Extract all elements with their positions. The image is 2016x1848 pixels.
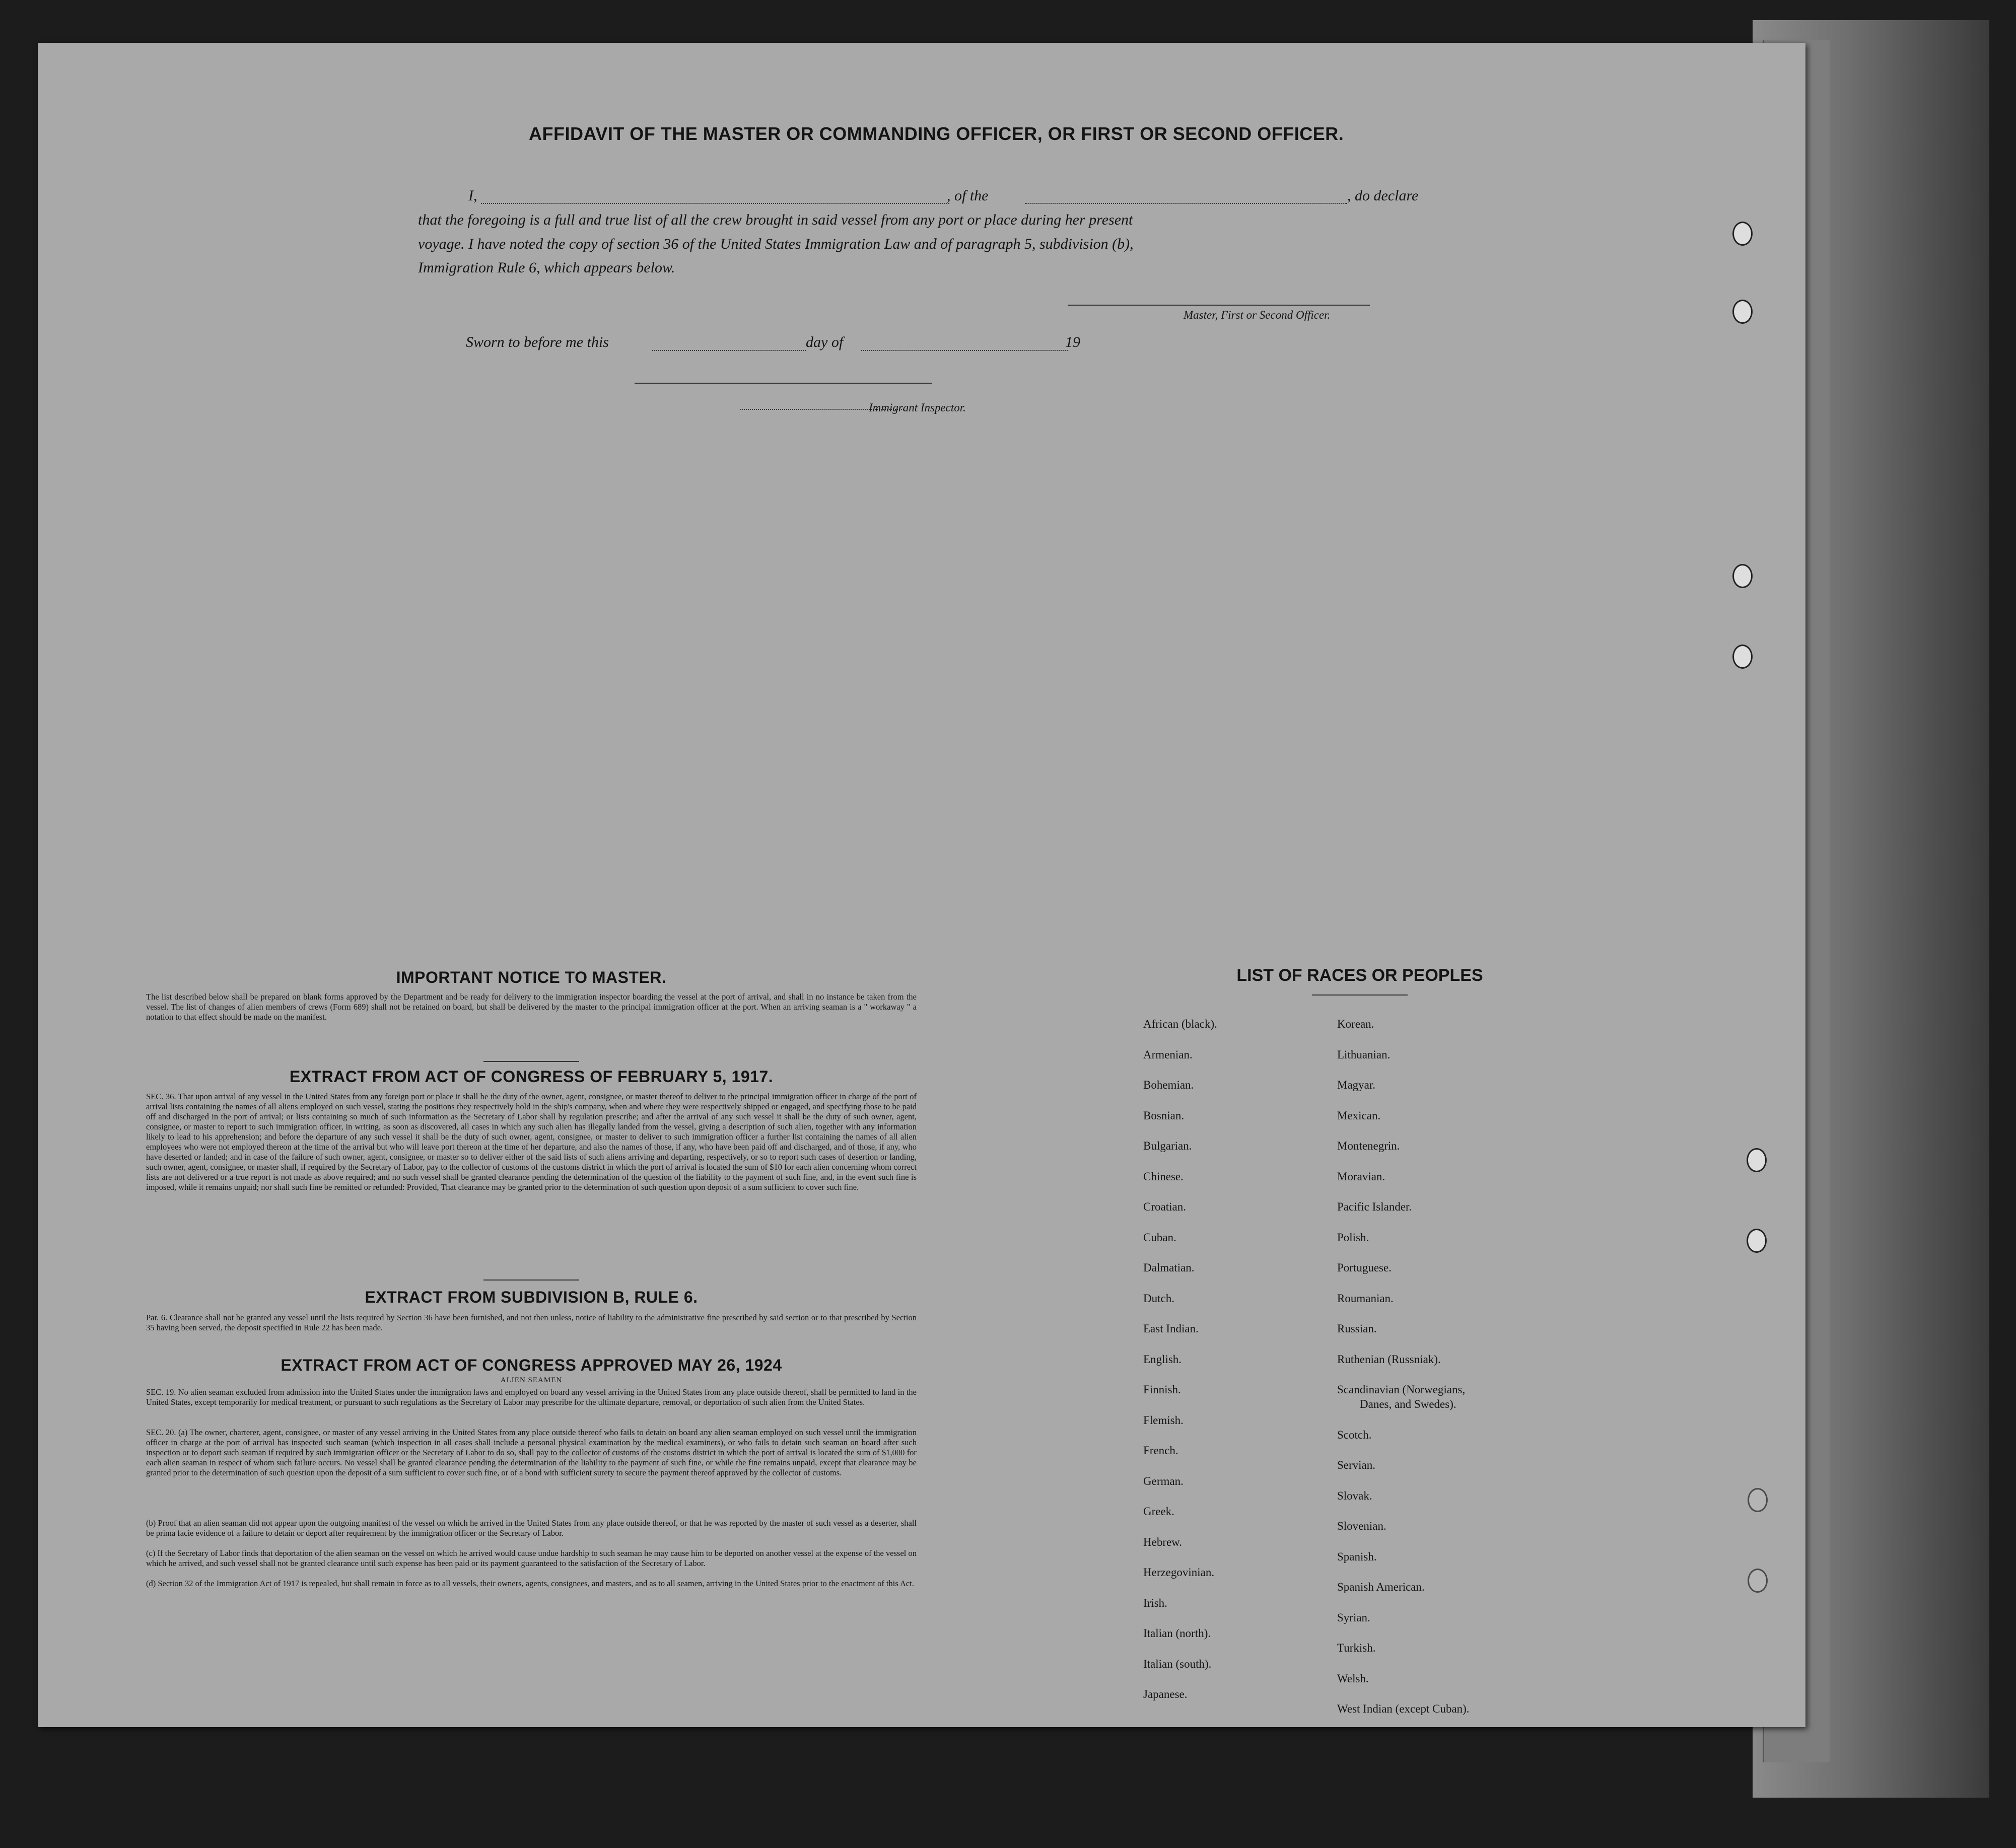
act-1917-text: SEC. 36. That upon arrival of any vessel in the United States from any foreign port or place it shall be the duty of the owner, agent, consignee, or master thereof to deliver to the principal immigration officer in charge of the port of arrival lists containing the names of all aliens employed on such vessel, stating the positions they respectively hold in the ship's company, when and where they were respectively shipped or engaged, and specifying those to be paid off and discharged in the port of arrival; or lists containing so much of such information as the Secretary of Labor shall by regulation prescribe; and after the arrival of any such vessel it shall be the duty of such owner, agent, consignee, or master to report to such immigration officer, in writing, as soon as discovered, all cases in which any such alien has illegally landed from the vessel, giving a description of such alien, together with any information likely to lead to his apprehension; and before the departure of any such vessel it shall be the duty of such owner, agent, consignee, or master to deliver to such immigration officer a further list containing the names of all alien employees who were not employed thereon at the time of the arrival but who will leave port thereon at the time of her departure, and also the names of those, if any, who have been paid off and discharged, and of those, if any, who have deserted or landed; and in case of the failure of such owner, agent, consignee, or master so to deliver either of the said lists of such aliens arriving and departing, respectively, or so to report such cases of desertion or landing, such owner, agent, consignee, or master shall, if required by the Secretary of Labor, pay to the collector of customs of the customs district in which the port of arrival is located the sum of $10 for each alien concerning whom correct lists are not delivered or a true report is not made as above required; and no such vessel shall be granted clearance pending the determination of the question of the liability to the payment of such fine, and, in the event such fine is imposed, while it remains unpaid; nor shall such fine be remitted or refunded: Provided, That clearance may be granted prior to the determination of such question upon deposit of a sum sufficient to cover such fine. — [146, 1092, 917, 1192]
race-right-item: Roumanian. — [1337, 1292, 1394, 1305]
race-right-item: Mexican. — [1337, 1109, 1381, 1122]
race-right-item: Syrian. — [1337, 1611, 1370, 1624]
notice-text: The list described below shall be prepared on blank forms approved by the Department and be ready for delivery to the immigration inspector boarding the vessel at the port of arrival, and shall in no instance be taken from the vessel. The list of changes of alien members of crews (Form 689) shall not be retained on board, but shall be delivered by the master to the principal immigration officer at the port. When an arriving seaman is a " workaway " a notation to that effect should be made on the manifest. — [146, 992, 917, 1022]
rule-6-text: Par. 6. Clearance shall not be granted any vessel until the lists required by Section 36 have been furnished, and not then unless, notice of liability to the administrative fine prescribed by said section or to that prescribed by Section 35 having been served, the deposit specified in Rule 22 has been made. — [146, 1313, 917, 1332]
vessel-name-line — [1025, 203, 1347, 204]
race-left-item: Cuban. — [1143, 1231, 1176, 1244]
race-right-item: Magyar. — [1337, 1079, 1376, 1091]
document-page — [38, 43, 1805, 1727]
race-right-item: Turkish. — [1337, 1642, 1376, 1654]
race-left-item: Dalmatian. — [1143, 1261, 1195, 1274]
race-left-item: Dutch. — [1143, 1292, 1174, 1305]
race-left-item: Armenian. — [1143, 1048, 1193, 1061]
affidavit-line-4: Immigration Rule 6, which appears below. — [418, 259, 675, 276]
affidavit-line-3: voyage. I have noted the copy of section 36 of the United States Immigration Law and of paragraph 5, subdivision (b), — [418, 236, 1134, 252]
race-right-item: Slovak. — [1337, 1489, 1372, 1502]
race-right-item: Korean. — [1337, 1018, 1374, 1030]
year-prefix: 19 — [1065, 334, 1080, 350]
race-right-item: Welsh. — [1337, 1672, 1369, 1685]
master-name-line — [481, 203, 949, 204]
affidavit-line-2: that the foregoing is a full and true list of all the crew brought in said vessel from any port or place during her present — [418, 211, 1133, 228]
punch-hole — [1732, 564, 1753, 588]
day-of-label: day of — [806, 334, 844, 350]
officer-signature-line — [1068, 305, 1370, 306]
races-divider — [1312, 994, 1408, 996]
race-left-item: Hebrew. — [1143, 1535, 1183, 1548]
race-right-item: Servian. — [1337, 1459, 1376, 1471]
races-title: LIST OF RACES OR PEOPLES — [1236, 966, 1483, 985]
punch-hole — [1748, 1569, 1768, 1593]
race-left-item: Herzegovinian. — [1143, 1566, 1215, 1579]
race-right-item: Polish. — [1337, 1231, 1369, 1244]
notice-title: IMPORTANT NOTICE TO MASTER. — [396, 968, 667, 986]
act-1924-subtitle: ALIEN SEAMEN — [500, 1376, 563, 1384]
punch-hole — [1747, 1229, 1767, 1253]
race-right-item: Danes, and Swedes). — [1360, 1398, 1456, 1410]
race-left-item: Chinese. — [1143, 1170, 1184, 1183]
race-left-item: Japanese. — [1143, 1688, 1188, 1700]
act-1924-title: EXTRACT FROM ACT OF CONGRESS APPROVED MAY 26, 1924 — [281, 1356, 782, 1374]
race-left-item: Bulgarian. — [1143, 1140, 1192, 1152]
act-1924-sec-20a: SEC. 20. (a) The owner, charterer, agent, consignee, or master of any vessel arriving in the United States from any place outside thereof who fails to detain on board any alien seaman employed on such vessel until the immigration officer in charge at the port of arrival has inspected such seaman (which inspection in all cases shall include a personal physical examination by the medical examiners), or who fails to detain such seaman on board after such inspection or to deport such seaman if required by such immigration officer or the Secretary of Labor to do so, shall pay to the collector of customs of the customs district in which the port of arrival is located the sum of $1,000 for each alien seaman in respect of whom such failure occurs. No vessel shall be granted clearance pending the determination of the liability to the payment of such fine, or while the fine remains unpaid, except that clearance may be granted prior to the determination of such question upon the deposit of a sum sufficient to cover such fine, or of a bond with sufficient surety to secure the payment thereof approved by the collector of customs. — [146, 1428, 917, 1477]
race-left-item: Croatian. — [1143, 1200, 1186, 1213]
sworn-label: Sworn to before me this — [466, 334, 609, 350]
race-right-item: Montenegrin. — [1337, 1140, 1400, 1152]
sworn-month-line — [861, 350, 1068, 351]
punch-hole — [1732, 645, 1753, 669]
race-left-item: Irish. — [1143, 1596, 1167, 1609]
punch-hole — [1732, 300, 1753, 324]
act-1924-sec-19: SEC. 19. No alien seaman excluded from admission into the United States under the immigration laws and employed on board any vessel arriving in the United States from any place outside thereof, shall be permitted to land in the United States, except temporarily for medical treatment, or pursuant to such regulations as the Secretary of Labor may prescribe for the ultimate departure, removal, or deportation of such alien from the United States. — [146, 1387, 917, 1407]
section-divider — [483, 1280, 579, 1281]
race-right-item: Pacific Islander. — [1337, 1200, 1412, 1213]
race-right-item: Spanish American. — [1337, 1581, 1425, 1593]
race-right-item: Slovenian. — [1337, 1520, 1386, 1532]
race-right-item: Ruthenian (Russniak). — [1337, 1353, 1441, 1366]
punch-hole — [1748, 1488, 1768, 1512]
act-1917-title: EXTRACT FROM ACT OF CONGRESS OF FEBRUARY 5, 1917. — [289, 1068, 774, 1086]
race-left-item: French. — [1143, 1444, 1178, 1457]
race-left-item: Bosnian. — [1143, 1109, 1185, 1122]
affidavit-i-label: I, — [468, 187, 477, 204]
race-left-item: Italian (south). — [1143, 1657, 1212, 1670]
affidavit-of-the-label: , of the — [947, 187, 989, 204]
act-1924-sec-20d: (d) Section 32 of the Immigration Act of 1917 is repealed, but shall remain in force as to all vessels, their owners, agents, consignees, and masters, and as to all seamen, arriving in the United States prior to the enactment of this Act. — [146, 1579, 914, 1588]
sworn-day-line — [652, 350, 806, 351]
race-left-item: English. — [1143, 1353, 1182, 1366]
race-left-item: Greek. — [1143, 1505, 1174, 1518]
race-right-item: Lithuanian. — [1337, 1048, 1391, 1061]
race-left-item: Italian (north). — [1143, 1627, 1211, 1640]
race-left-item: East Indian. — [1143, 1322, 1199, 1335]
punch-hole — [1732, 222, 1753, 246]
race-right-item: Russian. — [1337, 1322, 1377, 1335]
race-left-item: Finnish. — [1143, 1383, 1181, 1396]
officer-caption: Master, First or Second Officer. — [1184, 309, 1331, 321]
rule-6-title: EXTRACT FROM SUBDIVISION B, RULE 6. — [365, 1288, 698, 1306]
race-right-item: West Indian (except Cuban). — [1337, 1702, 1470, 1715]
affidavit-declare-label: , do declare — [1347, 187, 1419, 204]
race-right-item: Scandinavian (Norwegians, — [1337, 1383, 1466, 1396]
race-left-item: German. — [1143, 1474, 1184, 1487]
race-left-item: African (black). — [1143, 1018, 1217, 1030]
punch-hole — [1747, 1148, 1767, 1172]
inspector-caption: Immigrant Inspector. — [869, 401, 966, 414]
section-divider — [483, 1061, 579, 1062]
race-left-item: Bohemian. — [1143, 1079, 1194, 1091]
race-right-item: Portuguese. — [1337, 1261, 1392, 1274]
act-1924-sec-20b: (b) Proof that an alien seaman did not appear upon the outgoing manifest of the vessel on which he arrived in the United States from any place outside thereof, or that he was reported by the master of such vessel as a deserter, shall be prima facie evidence of a failure to detain or deport after requirement by the immigration officer or the Secretary of Labor. — [146, 1518, 917, 1538]
race-right-item: Moravian. — [1337, 1170, 1385, 1183]
inspector-signature-line — [635, 383, 932, 384]
affidavit-title: AFFIDAVIT OF THE MASTER OR COMMANDING OFFICER, OR FIRST OR SECOND OFFICER. — [529, 123, 1344, 144]
act-1924-sec-20c: (c) If the Secretary of Labor finds that deportation of the alien seaman on the vessel on which he arrived would cause undue hardship to such seaman he may cause him to be deported on another vessel at the expense of the vessel on which he arrived, and such vessel shall not be granted clearance until such expense has been paid or its payment guaranteed to the satisfaction of the Secretary of Labor. — [146, 1548, 917, 1568]
race-right-item: Spanish. — [1337, 1550, 1377, 1563]
race-right-item: Scotch. — [1337, 1428, 1372, 1441]
race-left-item: Flemish. — [1143, 1413, 1184, 1427]
